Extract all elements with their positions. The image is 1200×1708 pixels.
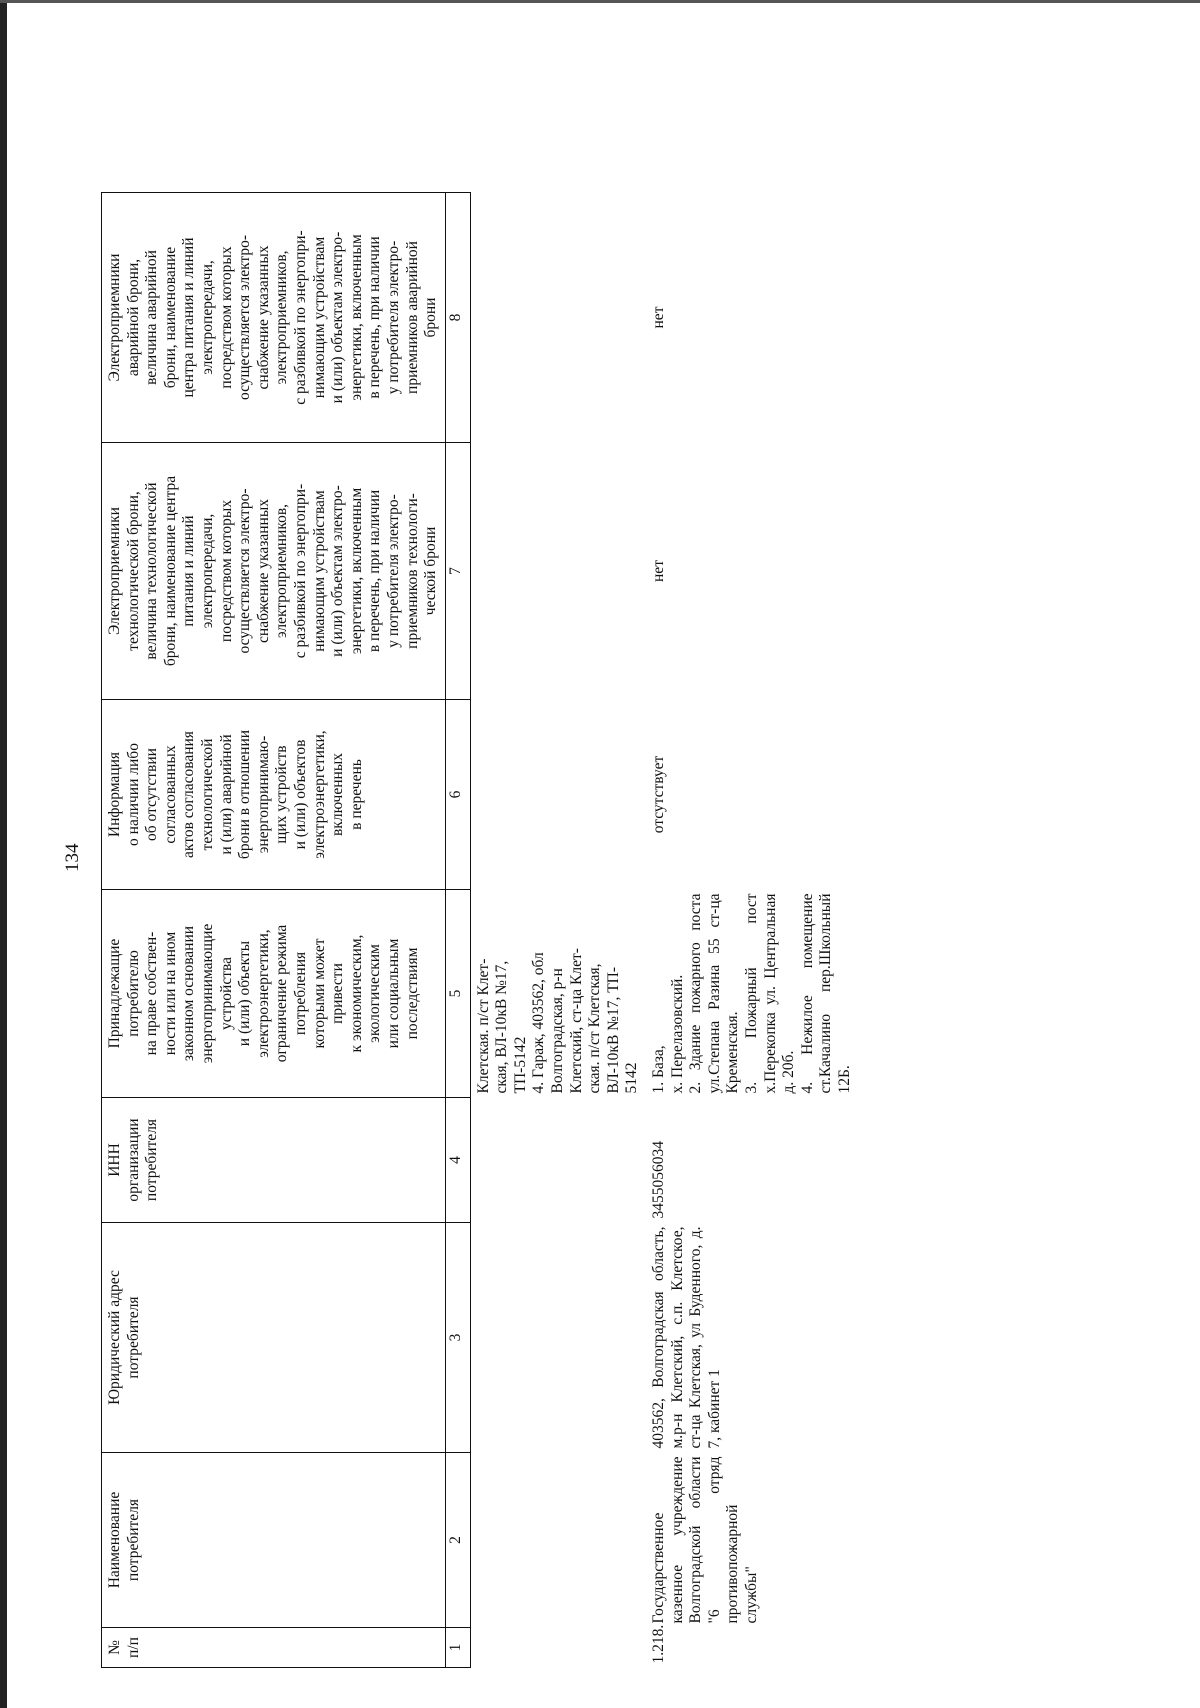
row-number: 1.218.: [650, 1624, 668, 1664]
consumer-address: 403562, Волгоградская область, м.р-н Клетский, с.п. Клетское, ст-ца Клетская, ул Буденного, д. 7, кабинет 1: [650, 1226, 723, 1449]
header-col-emergency-reserve-text: Электроприемники аварийной брони, величина аварийной брони, наименование центра питания и линий электропередачи, посредством которых осуществляется электро- снабжение указанных электроприемников, с разбивкой по энергопри- нимающим устройствам и (или) объектам электро- энергетики, включенным в перечень, при наличии у потребителя электро- приемников аварийной брони: [106, 230, 440, 405]
header-col-objects: [102, 890, 446, 1098]
cell-empty: [470, 443, 646, 700]
consumer-objects-text: 1. База, х. Перелазовский. 2. Здание пожарного поста ул.Степана Разина 55 ст-ца Кременская. 3. Пожарный пост х.Перекопка ул. Центральная д. 20б. 4. Нежилое помещение ст.Качалино пер.Школьный 12Б.: [650, 893, 853, 1094]
cell-empty: [646, 53, 859, 193]
header-col-number: [102, 1628, 446, 1668]
header-col-emergency-reserve: [102, 193, 446, 443]
column-number: 5: [445, 890, 470, 1098]
header-col-agreements: [102, 700, 446, 890]
column-number: 7: [445, 443, 470, 700]
column-number: 3: [445, 1223, 470, 1453]
cell-empty: [470, 700, 646, 890]
consumer-inn: 3455056034: [650, 1141, 668, 1219]
cell-empty: [470, 1628, 646, 1668]
header-col-address: [102, 1223, 446, 1453]
header-col-tech-reserve-text: Электроприемники технологической брони, величина технологической брони, наименование центра питания и линий электропередачи, посредством которых осуществляется электро- снабжение указанных электроприемников, с разбивкой по энергопри- нимающим устройствам и (или) объектам электро- энергетики, включенным в перечень, при наличии у потребителя электро- приемников технологи- ческой брони: [106, 475, 440, 667]
consumer-tech-reserve: нет: [650, 560, 668, 582]
table-row: [646, 53, 859, 1668]
header-col-agreements-text: Информация о наличии либо об отсутствии согласованных актов согласования технологической и (или) аварийной брони в отношении энергопринимаю- щих устройств и (или) объектов электроэнергетики, включенных в перечень: [106, 729, 365, 860]
column-number-row: [445, 53, 470, 1668]
column-number: 4: [445, 1098, 470, 1223]
header-col-tech-reserve: [102, 443, 446, 700]
cell-empty: [470, 193, 646, 443]
header-col-inn: [102, 1098, 446, 1223]
header-col-address-text: Юридический адрес потребителя: [106, 1270, 142, 1405]
consumer-table: [101, 52, 859, 1668]
continuation-row: [470, 53, 646, 1668]
page-number: 134: [62, 843, 83, 872]
header-col-number-text: № п/п: [106, 1637, 142, 1658]
column-number: 8: [445, 193, 470, 443]
header-col-objects-text: Принадлежащие потребителю на праве собствен- ности или на ином законном основании энергопринимающие устройства и (или) объекты электроэнергетики, ограничение режима потребления которыми может привести к экономическим, экологическим или социальным последствиям: [106, 923, 421, 1064]
header-spacer: [102, 53, 446, 193]
cell-empty: [470, 1098, 646, 1223]
column-number-spacer: [445, 53, 470, 193]
continuation-objects: [470, 890, 646, 1098]
continuation-objects-text: Клетская. п/ст Клет- ская, ВЛ-10кВ №17, ТП-5142 4. Гараж, 403562, обл Волгоградская, р-н Клетский, ст-ца Клет- ская. п/ст Клетская, ВЛ-10кВ №17, ТП- 5142: [474, 948, 641, 1094]
header-col-name: [102, 1453, 446, 1628]
consumer-objects: [646, 890, 859, 1098]
cell-empty: [470, 1453, 646, 1628]
cell-empty: [470, 1223, 646, 1453]
consumer-name: Государственное казенное учреждение Волгоградской области "6 отряд противопожарной службы": [650, 1456, 760, 1624]
column-number: 2: [445, 1453, 470, 1628]
column-number: 1: [445, 1628, 470, 1668]
cell-empty: [470, 53, 646, 193]
consumer-agreements: отсутствует: [650, 755, 668, 834]
column-number: 6: [445, 700, 470, 890]
header-col-name-text: Наименование потребителя: [106, 1491, 142, 1589]
header-col-inn-text: ИНН организации потребителя: [106, 1118, 161, 1202]
consumer-emergency-reserve: нет: [650, 306, 668, 329]
